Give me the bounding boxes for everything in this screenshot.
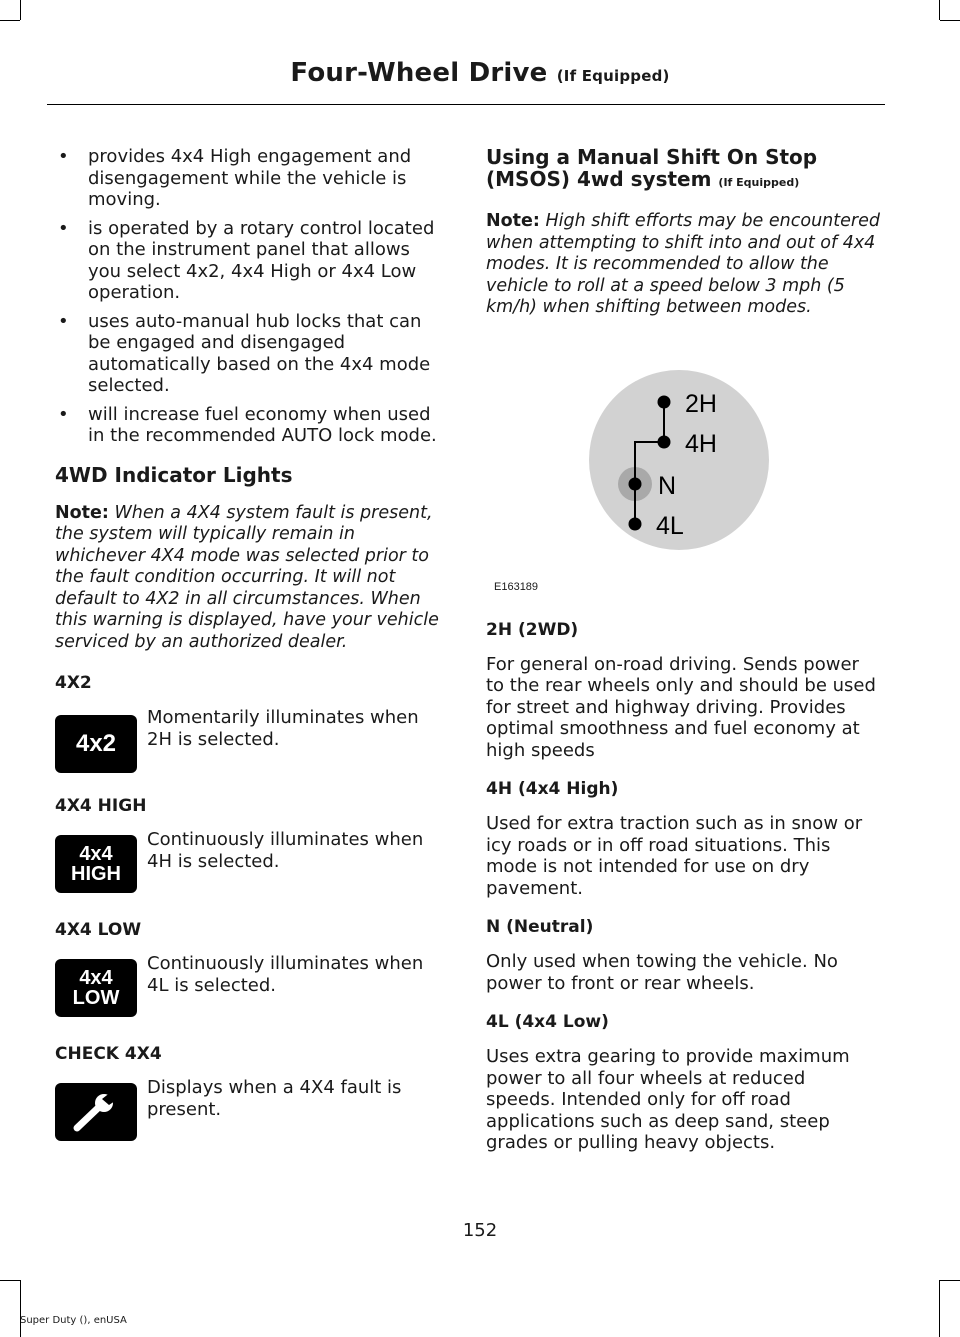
indicator-description: Displays when a 4X4 fault is present.	[147, 1077, 402, 1120]
indicator-lights-heading: 4WD Indicator Lights	[55, 462, 293, 487]
shift-position-dot	[629, 477, 642, 490]
indicator-label-4x4-low: 4X4 LOW	[55, 920, 142, 940]
list-item: • uses auto-manual hub locks that can be engaged and disengaged automatically based on the 4x4 mode selected.	[58, 310, 431, 396]
indicator-description: Momentarily illuminates when 2H is selected.	[147, 707, 419, 750]
indicator-label-check-4x4: CHECK 4X4	[55, 1044, 162, 1064]
left-column	[55, 146, 447, 1155]
mode-description: Only used when towing the vehicle. No power to front or rear wheels.	[486, 951, 838, 994]
list-item: • provides 4x4 High engagement and disengagement while the vehicle is moving.	[58, 146, 412, 210]
indicator-description: Continuously illuminates when 4H is selected.	[147, 829, 424, 872]
indicator-label-4x4-high: 4X4 HIGH	[55, 796, 147, 816]
mode-title: 4H (4x4 High)	[486, 779, 619, 799]
note-label: Note:	[486, 211, 540, 231]
right-column	[486, 146, 880, 1154]
list-item: • will increase fuel economy when used in the recommended AUTO lock mode.	[58, 403, 437, 446]
shift-position-dot	[629, 517, 642, 530]
document-info: Super Duty (), enUSA	[20, 1315, 127, 1326]
shift-note	[486, 211, 880, 319]
list-item: • is operated by a rotary control located on the instrument panel that allows you select 4x2, 4x4 High or 4x4 Low operation.	[58, 217, 435, 303]
shift-position-dot	[658, 395, 671, 408]
crop-mark	[0, 1280, 20, 1281]
shift-position-dot	[658, 435, 671, 448]
note-text: High shift efforts may be encountered when attempting to shift into and out of 4x4 modes. It is recommended to allow the vehicle to roll at a speed below 3 mph (5 km/h) when shifting between modes.	[486, 211, 880, 317]
indicator-row-check-4x4	[55, 1077, 447, 1155]
feature-list	[55, 146, 447, 447]
wrench-icon	[55, 1083, 137, 1141]
indicator-row-4x4-low	[55, 953, 447, 1031]
mode-description: Uses extra gearing to provide maximum power to all four wheels at reduced speeds. Intended only for off road applications such as deep sand, steep grades or pulling heavy objects.	[486, 1046, 850, 1153]
4x2-indicator-icon: 4x2	[55, 715, 137, 773]
mode-description: Used for extra traction such as in snow or icy roads or in off road situations. This mode is not intended for use on dry pavement.	[486, 813, 863, 899]
crop-mark	[20, 1280, 21, 1337]
indicator-label-4x2: 4X2	[55, 673, 92, 693]
note-label: Note:	[55, 502, 109, 523]
position-label: 4L	[656, 511, 684, 540]
4x4-low-indicator-icon: 4x4 LOW	[55, 959, 137, 1017]
position-label: N	[658, 471, 677, 500]
crop-mark	[940, 20, 960, 21]
crop-mark	[20, 0, 21, 20]
msos-heading-suffix: (If Equipped)	[718, 176, 800, 189]
mode-title: 2H (2WD)	[486, 619, 579, 640]
crop-mark	[939, 1280, 940, 1337]
figure-code: E163189	[494, 580, 539, 593]
crop-mark	[940, 1280, 960, 1281]
page-title: Four-Wheel Drive (If Equipped)	[290, 58, 670, 88]
position-label: 4H	[685, 429, 717, 458]
crop-mark	[0, 20, 20, 21]
fault-note	[55, 503, 447, 654]
mode-title: 4L (4x4 Low)	[486, 1012, 609, 1032]
page-number: 152	[462, 1220, 498, 1241]
mode-description: For general on-road driving. Sends power to the rear wheels only and should be used for street and highway driving. Provides optimal smoothness and fuel economy at high speeds	[486, 653, 876, 761]
mode-title: N (Neutral)	[486, 917, 594, 937]
indicator-row-4x2	[55, 707, 447, 785]
crop-mark	[939, 0, 940, 20]
note-text: When a 4X4 system fault is present, the system will typically remain in whichever 4X4 mode was selected prior to the fault condition occurring. It will not default to 4X2 in all circumstances. When this warning is displayed, have your vehicle serviced by an authorized dealer.	[55, 502, 439, 652]
page-title-suffix: (If Equipped)	[556, 67, 670, 85]
shift-pattern-diagram	[486, 335, 880, 605]
header-divider	[47, 104, 885, 105]
position-label: 2H	[685, 389, 717, 418]
4x4-high-indicator-icon: 4x4 HIGH	[55, 835, 137, 893]
msos-heading: Using a Manual Shift On Stop (MSOS) 4wd system (If Equipped)	[486, 145, 818, 191]
indicator-description: Continuously illuminates when 4L is selected.	[147, 953, 424, 996]
indicator-row-4x4-high	[55, 829, 447, 907]
